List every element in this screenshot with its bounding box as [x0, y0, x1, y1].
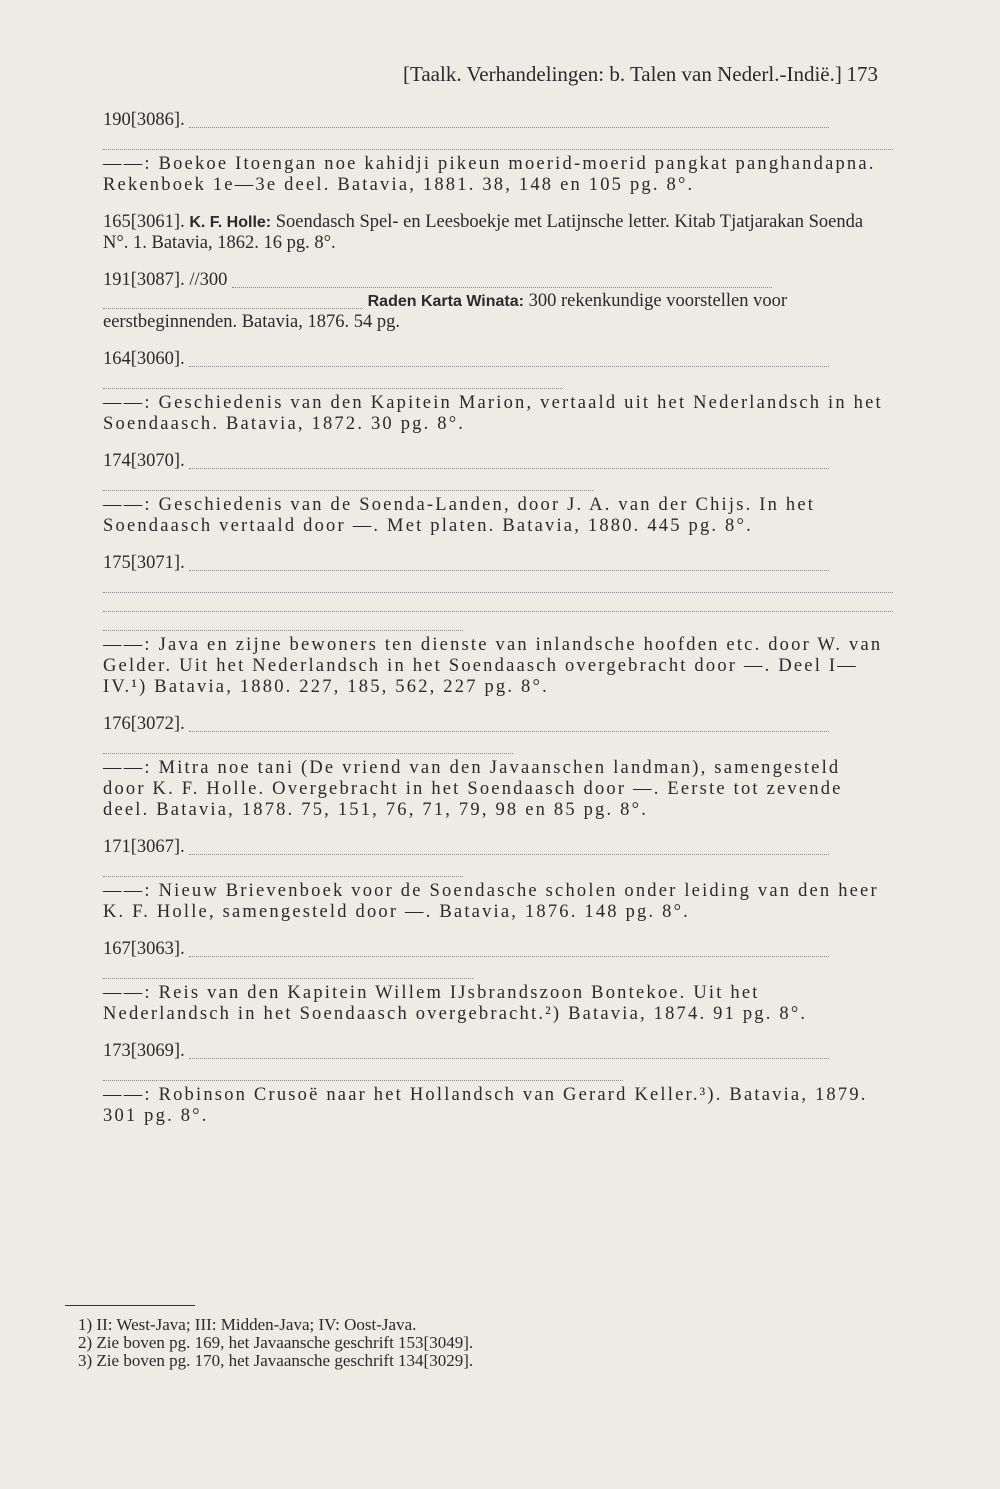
- entry-number: 175[3071].: [103, 553, 185, 573]
- list-item: [103, 110, 883, 196]
- header-title: [Taalk. Verhandelingen: b. Talen van Nederl.-Indië.]: [403, 62, 842, 86]
- entry-number: 171[3067].: [103, 837, 185, 857]
- entry-text: ——: Mitra noe tani (De vriend van den Javaanschen landman), samengesteld door K. F. Holle. Overgebracht in het Soendaasch door —. Eerste tot zevende deel. Batavia, 1878. 75, 151, 76, 71, 79, 98 en 85 pg. 8°.: [103, 758, 843, 820]
- javanese-script-line: [189, 1044, 829, 1059]
- running-header: [0, 62, 1000, 92]
- entry-text: ——: Reis van den Kapitein Willem IJsbrandszoon Bontekoe. Uit het Nederlandsch in het Soendaasch overgebracht.²) Batavia, 1874. 91 pg. 8°.: [103, 983, 808, 1024]
- entry-text: ——: Nieuw Brievenboek voor de Soendasche scholen onder leiding van den heer K. F. Holle, samengesteld door —. Batavia, 1876. 148 pg. 8°.: [103, 881, 879, 922]
- javanese-script-line: [189, 454, 829, 469]
- list-item: [103, 1041, 883, 1127]
- entry-number: 176[3072].: [103, 714, 185, 734]
- javanese-script-line: [189, 717, 829, 732]
- list-item: [103, 349, 883, 435]
- entry-text: ——: Java en zijne bewoners ten dienste van inlandsche hoofden etc. door W. van Gelder. Uit het Nederlandsch in het Soendaasch overgebracht door —. Deel I—IV.¹) Batavia, 1880. 227, 185, 562, 227 pg. 8°.: [103, 635, 883, 697]
- list-item: [103, 212, 883, 254]
- entry-number: 174[3070].: [103, 451, 185, 471]
- javanese-script-line: [103, 964, 473, 979]
- page-number: 173: [846, 62, 878, 86]
- javanese-script-line: [103, 739, 513, 754]
- javanese-script-line: [189, 942, 829, 957]
- javanese-script-line: [103, 616, 463, 631]
- entry-text: ——: Robinson Crusoë naar het Hollandsch van Gerard Keller.³). Batavia, 1879. 301 pg. 8°.: [103, 1085, 868, 1126]
- list-item: [103, 270, 883, 333]
- javanese-script-line: [189, 352, 829, 367]
- list-item: [103, 939, 883, 1025]
- entry-number: 191[3087].: [103, 270, 185, 290]
- javanese-script-line: [189, 556, 829, 571]
- javanese-script-line: [189, 113, 829, 128]
- javanese-script-line: [103, 597, 893, 612]
- entry-text: 300 rekenkundige voorstellen voor eerstbeginnenden. Batavia, 1876. 54 pg.: [103, 291, 787, 332]
- footnotes: [78, 1316, 778, 1370]
- entry-number: 164[3060].: [103, 349, 185, 369]
- javanese-script-line: [189, 840, 829, 855]
- entry-text: Soendasch Spel- en Leesboekje met Latijnsche letter. Kitab Tjatjarakan Soenda N°. 1. Batavia, 1862. 16 pg. 8°.: [103, 212, 864, 253]
- entry-number: 167[3063].: [103, 939, 185, 959]
- javanese-script-line: [103, 294, 363, 309]
- entry-number: 173[3069].: [103, 1041, 185, 1061]
- javanese-script-line: [103, 862, 463, 877]
- list-item: [103, 837, 883, 923]
- list-item: [103, 451, 883, 537]
- entry-author: Raden Karta Winata:: [367, 293, 524, 310]
- javanese-script-line: [103, 476, 593, 491]
- footnote: 1) II: West-Java; III: Midden-Java; IV: Oost-Java.: [78, 1315, 417, 1334]
- javanese-script-line: [103, 374, 563, 389]
- javanese-script-line: [103, 1066, 623, 1081]
- entry-prefix: //300: [189, 270, 228, 290]
- bibliography-list: [103, 110, 883, 1143]
- javanese-script-line: [103, 578, 893, 593]
- javanese-script-line: [232, 273, 772, 288]
- footnote: 2) Zie boven pg. 169, het Javaansche geschrift 153[3049].: [78, 1333, 474, 1352]
- entry-author: K. F. Holle:: [189, 214, 272, 231]
- entry-text: ——: Boekoe Itoengan noe kahidji pikeun moerid-moerid pangkat panghandapna. Rekenboek 1e—3e deel. Batavia, 1881. 38, 148 en 105 pg. 8°.: [103, 154, 876, 195]
- entry-text: ——: Geschiedenis van de Soenda-Landen, door J. A. van der Chijs. In het Soendaasch vertaald door —. Met platen. Batavia, 1880. 445 pg. 8°.: [103, 495, 816, 536]
- entry-number: 190[3086].: [103, 110, 185, 130]
- javanese-script-line: [103, 135, 893, 150]
- footnote: 3) Zie boven pg. 170, het Javaansche geschrift 134[3029].: [78, 1351, 474, 1370]
- list-item: [103, 553, 883, 698]
- footnote-divider: [65, 1305, 195, 1306]
- list-item: [103, 714, 883, 821]
- entry-text: ——: Geschiedenis van den Kapitein Marion, vertaald uit het Nederlandsch in het Soendaasch. Batavia, 1872. 30 pg. 8°.: [103, 393, 883, 434]
- entry-number: 165[3061].: [103, 212, 185, 232]
